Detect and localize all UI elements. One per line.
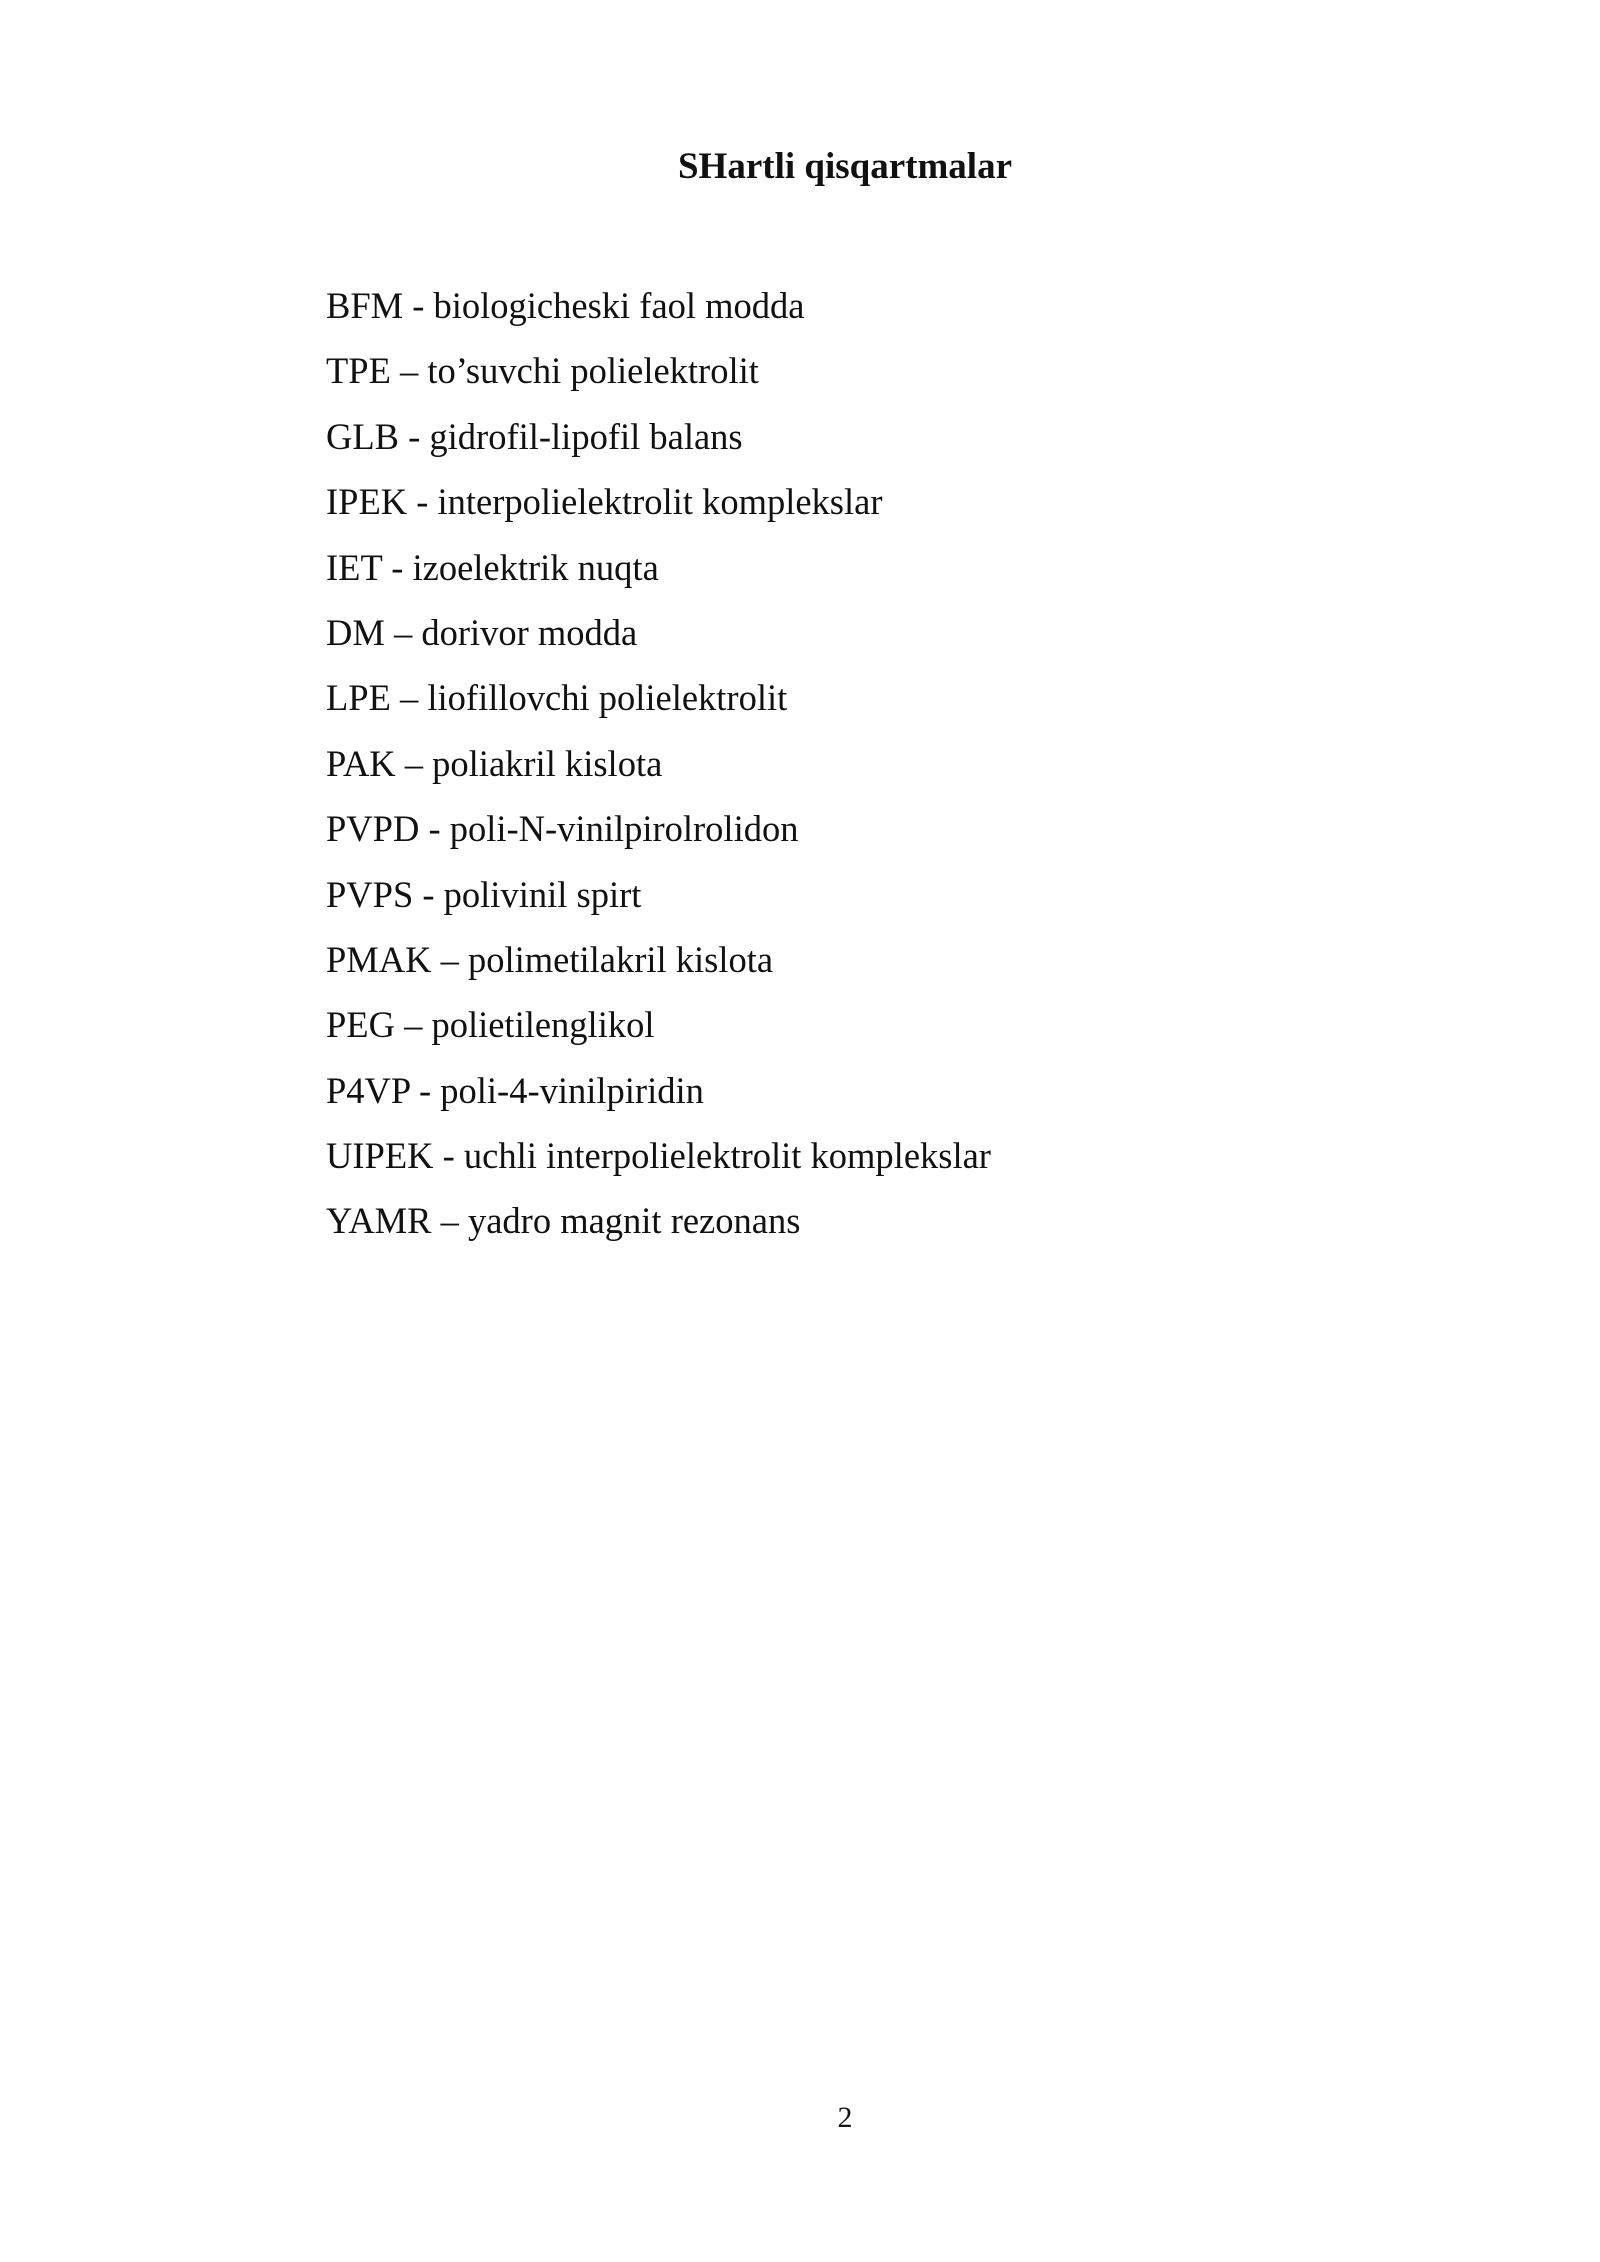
- abbreviation-item: IET - izoelektrik nuqta: [326, 546, 659, 588]
- abbreviation-item: IPEK - interpolielektrolit komplekslar: [326, 481, 883, 523]
- page-title: SHartli qisqartmalar: [677, 146, 1012, 187]
- abbreviation-list: [326, 284, 991, 1265]
- abbreviation-item: LPE – liofillovchi polielektrolit: [326, 677, 788, 719]
- abbreviation-item: DM – dorivor modda: [326, 611, 638, 653]
- abbreviation-item: PAK – poliakril kislota: [326, 742, 663, 784]
- abbreviation-item: UIPEK - uchli interpolielektrolit komplekslar: [326, 1135, 991, 1177]
- abbreviation-item: P4VP - poli-4-vinilpiridin: [326, 1069, 704, 1111]
- abbreviation-item: PMAK – polimetilakril kislota: [326, 938, 774, 980]
- abbreviation-item: BFM - biologicheski faol modda: [326, 285, 805, 326]
- abbreviation-item: PVPD - poli-N-vinilpirolrolidon: [326, 808, 799, 850]
- abbreviation-item: PVPS - polivinil spirt: [326, 873, 642, 915]
- abbreviation-item: TPE – to’suvchi polielektrolit: [326, 350, 759, 392]
- abbreviation-item: GLB - gidrofil-lipofil balans: [326, 415, 743, 457]
- abbreviation-item: YAMR – yadro magnit rezonans: [326, 1200, 801, 1242]
- abbreviation-item: PEG – polietilenglikol: [326, 1004, 655, 1046]
- page-number: 2: [837, 2101, 853, 2134]
